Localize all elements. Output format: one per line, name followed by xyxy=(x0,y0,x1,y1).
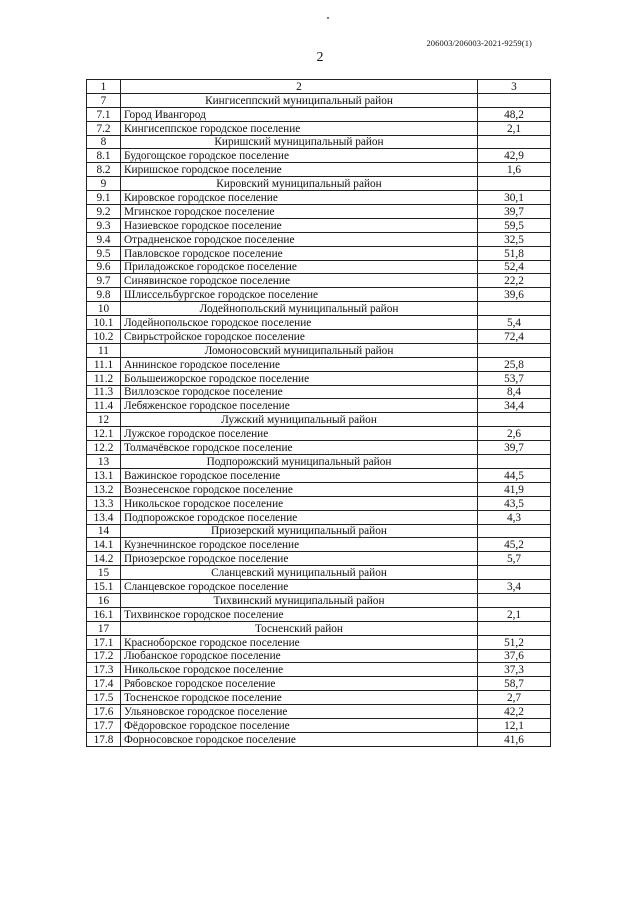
settlement-name: Любанское городское поселение xyxy=(121,649,478,663)
row-value: 2,7 xyxy=(478,691,551,705)
settlement-row xyxy=(87,691,551,705)
settlement-row xyxy=(87,580,551,594)
settlement-row xyxy=(87,538,551,552)
settlement-name: Павловское городское поселение xyxy=(121,246,478,260)
settlement-name: Красноборское городское поселение xyxy=(121,635,478,649)
row-number: 9 xyxy=(87,177,121,191)
settlement-row xyxy=(87,705,551,719)
row-number: 15.1 xyxy=(87,580,121,594)
row-value xyxy=(478,593,551,607)
settlement-name: Будогощское городское поселение xyxy=(121,149,478,163)
district-row xyxy=(87,566,551,580)
settlement-row xyxy=(87,427,551,441)
district-name: Кингисеппский муниципальный район xyxy=(121,93,478,107)
row-number: 13.4 xyxy=(87,510,121,524)
row-number: 13.2 xyxy=(87,482,121,496)
row-value xyxy=(478,524,551,538)
settlement-name: Приладожское городское поселение xyxy=(121,260,478,274)
settlement-row xyxy=(87,552,551,566)
settlement-row xyxy=(87,468,551,482)
settlement-row xyxy=(87,191,551,205)
row-number: 9.2 xyxy=(87,205,121,219)
row-number: 16.1 xyxy=(87,607,121,621)
settlement-name: Ульяновское городское поселение xyxy=(121,705,478,719)
settlement-name: Вознесенское городское поселение xyxy=(121,482,478,496)
settlement-name: Фёдоровское городское поселение xyxy=(121,718,478,732)
row-number: 11 xyxy=(87,343,121,357)
row-value xyxy=(478,135,551,149)
settlement-row xyxy=(87,260,551,274)
row-value: 30,1 xyxy=(478,191,551,205)
row-value xyxy=(478,302,551,316)
row-value: 59,5 xyxy=(478,218,551,232)
row-value: 53,7 xyxy=(478,371,551,385)
settlement-row xyxy=(87,316,551,330)
row-value: 2,1 xyxy=(478,121,551,135)
settlement-name: Синявинское городское поселение xyxy=(121,274,478,288)
row-value: 44,5 xyxy=(478,468,551,482)
row-number: 9.4 xyxy=(87,232,121,246)
district-row xyxy=(87,177,551,191)
row-value: 25,8 xyxy=(478,357,551,371)
settlement-name: Кировское городское поселение xyxy=(121,191,478,205)
scan-speck xyxy=(327,17,329,19)
row-number: 8 xyxy=(87,135,121,149)
district-row xyxy=(87,343,551,357)
row-value: 48,2 xyxy=(478,107,551,121)
row-value: 58,7 xyxy=(478,677,551,691)
district-row xyxy=(87,593,551,607)
row-number: 17 xyxy=(87,621,121,635)
settlement-name: Мгинское городское поселение xyxy=(121,205,478,219)
settlement-row xyxy=(87,663,551,677)
settlement-name: Сланцевское городское поселение xyxy=(121,580,478,594)
settlement-name: Лодейнопольское городское поселение xyxy=(121,316,478,330)
settlement-row xyxy=(87,107,551,121)
district-name: Сланцевский муниципальный район xyxy=(121,566,478,580)
row-value: 45,2 xyxy=(478,538,551,552)
row-number: 17.3 xyxy=(87,663,121,677)
row-number: 14.1 xyxy=(87,538,121,552)
row-number: 7.2 xyxy=(87,121,121,135)
settlement-name: Толмачёвское городское поселение xyxy=(121,441,478,455)
settlement-row xyxy=(87,149,551,163)
row-number: 11.4 xyxy=(87,399,121,413)
row-number: 17.4 xyxy=(87,677,121,691)
row-number: 10.2 xyxy=(87,330,121,344)
settlement-row xyxy=(87,510,551,524)
row-value: 22,2 xyxy=(478,274,551,288)
column-number-2: 2 xyxy=(121,80,478,94)
row-value: 39,7 xyxy=(478,441,551,455)
settlement-name: Назиевское городское поселение xyxy=(121,218,478,232)
row-value xyxy=(478,621,551,635)
row-number: 17.5 xyxy=(87,691,121,705)
settlement-name: Никольское городское поселение xyxy=(121,496,478,510)
settlement-row xyxy=(87,482,551,496)
settlement-name: Кузнечнинское городское поселение xyxy=(121,538,478,552)
district-name: Киришский муниципальный район xyxy=(121,135,478,149)
row-number: 10.1 xyxy=(87,316,121,330)
row-value: 3,4 xyxy=(478,580,551,594)
row-value: 37,6 xyxy=(478,649,551,663)
district-row xyxy=(87,524,551,538)
settlement-row xyxy=(87,357,551,371)
row-value xyxy=(478,455,551,469)
row-number: 16 xyxy=(87,593,121,607)
row-number: 17.1 xyxy=(87,635,121,649)
row-value: 4,3 xyxy=(478,510,551,524)
district-name: Ломоносовский муниципальный район xyxy=(121,343,478,357)
settlement-row xyxy=(87,246,551,260)
row-value: 32,5 xyxy=(478,232,551,246)
row-value: 5,7 xyxy=(478,552,551,566)
row-number: 13 xyxy=(87,455,121,469)
district-name: Тосненский район xyxy=(121,621,478,635)
district-name: Кировский муниципальный район xyxy=(121,177,478,191)
row-number: 10 xyxy=(87,302,121,316)
row-number: 17.2 xyxy=(87,649,121,663)
settlement-name: Важинское городское поселение xyxy=(121,468,478,482)
row-number: 12.2 xyxy=(87,441,121,455)
settlement-name: Тосненское городское поселение xyxy=(121,691,478,705)
settlement-name: Город Ивангород xyxy=(121,107,478,121)
row-number: 7.1 xyxy=(87,107,121,121)
row-value xyxy=(478,93,551,107)
document-id: 206003/206003-2021-9259(1) xyxy=(426,38,532,48)
row-number: 9.5 xyxy=(87,246,121,260)
row-number: 12.1 xyxy=(87,427,121,441)
row-value: 41,9 xyxy=(478,482,551,496)
district-row xyxy=(87,302,551,316)
column-number-3: 3 xyxy=(478,80,551,94)
settlement-name: Свирьстройское городское поселение xyxy=(121,330,478,344)
settlement-row xyxy=(87,607,551,621)
settlement-row xyxy=(87,288,551,302)
district-row xyxy=(87,135,551,149)
row-number: 9.1 xyxy=(87,191,121,205)
row-number: 9.3 xyxy=(87,218,121,232)
settlement-row xyxy=(87,330,551,344)
settlement-row xyxy=(87,635,551,649)
row-value: 34,4 xyxy=(478,399,551,413)
district-row xyxy=(87,455,551,469)
row-value: 52,4 xyxy=(478,260,551,274)
row-number: 7 xyxy=(87,93,121,107)
row-number: 9.7 xyxy=(87,274,121,288)
row-value: 39,7 xyxy=(478,205,551,219)
row-number: 14.2 xyxy=(87,552,121,566)
settlements-table xyxy=(86,79,551,747)
settlement-name: Форносовское городское поселение xyxy=(121,732,478,746)
row-value xyxy=(478,413,551,427)
row-value: 12,1 xyxy=(478,718,551,732)
row-value: 43,5 xyxy=(478,496,551,510)
row-value: 8,4 xyxy=(478,385,551,399)
settlement-row xyxy=(87,121,551,135)
row-value: 42,9 xyxy=(478,149,551,163)
row-value: 42,2 xyxy=(478,705,551,719)
settlement-name: Лужское городское поселение xyxy=(121,427,478,441)
district-name: Подпорожский муниципальный район xyxy=(121,455,478,469)
settlement-row xyxy=(87,205,551,219)
district-row xyxy=(87,621,551,635)
settlement-row xyxy=(87,718,551,732)
row-value: 51,8 xyxy=(478,246,551,260)
row-value: 51,2 xyxy=(478,635,551,649)
settlement-name: Аннинское городское поселение xyxy=(121,357,478,371)
row-number: 14 xyxy=(87,524,121,538)
row-value: 1,6 xyxy=(478,163,551,177)
settlement-name: Киришское городское поселение xyxy=(121,163,478,177)
row-value xyxy=(478,177,551,191)
settlement-name: Никольское городское поселение xyxy=(121,663,478,677)
row-value xyxy=(478,343,551,357)
row-value xyxy=(478,566,551,580)
district-row xyxy=(87,93,551,107)
row-number: 17.8 xyxy=(87,732,121,746)
settlement-name: Рябовское городское поселение xyxy=(121,677,478,691)
settlement-row xyxy=(87,232,551,246)
settlement-row xyxy=(87,677,551,691)
settlement-name: Подпорожское городское поселение xyxy=(121,510,478,524)
settlement-row xyxy=(87,163,551,177)
settlement-row xyxy=(87,399,551,413)
settlement-name: Кингисеппское городское поселение xyxy=(121,121,478,135)
district-name: Приозерский муниципальный район xyxy=(121,524,478,538)
column-number-1: 1 xyxy=(87,80,121,94)
row-number: 9.6 xyxy=(87,260,121,274)
row-value: 2,1 xyxy=(478,607,551,621)
settlement-name: Отрадненское городское поселение xyxy=(121,232,478,246)
settlement-name: Большеижорское городское поселение xyxy=(121,371,478,385)
district-row xyxy=(87,413,551,427)
district-name: Лодейнопольский муниципальный район xyxy=(121,302,478,316)
row-value: 2,6 xyxy=(478,427,551,441)
row-number: 11.2 xyxy=(87,371,121,385)
settlement-name: Лебяженское городское поселение xyxy=(121,399,478,413)
settlement-row xyxy=(87,371,551,385)
row-value: 39,6 xyxy=(478,288,551,302)
row-value: 41,6 xyxy=(478,732,551,746)
row-number: 11.3 xyxy=(87,385,121,399)
page-number: 2 xyxy=(316,50,324,65)
district-name: Тихвинский муниципальный район xyxy=(121,593,478,607)
settlement-row xyxy=(87,441,551,455)
row-number: 12 xyxy=(87,413,121,427)
row-number: 17.6 xyxy=(87,705,121,719)
settlement-row xyxy=(87,649,551,663)
row-number: 9.8 xyxy=(87,288,121,302)
row-value: 37,3 xyxy=(478,663,551,677)
settlement-row xyxy=(87,732,551,746)
row-number: 13.1 xyxy=(87,468,121,482)
settlement-name: Приозерское городское поселение xyxy=(121,552,478,566)
settlement-row xyxy=(87,274,551,288)
row-number: 8.1 xyxy=(87,149,121,163)
settlement-row xyxy=(87,218,551,232)
settlement-row xyxy=(87,496,551,510)
settlement-name: Виллозское городское поселение xyxy=(121,385,478,399)
row-number: 17.7 xyxy=(87,718,121,732)
row-number: 8.2 xyxy=(87,163,121,177)
settlement-name: Тихвинское городское поселение xyxy=(121,607,478,621)
row-value: 72,4 xyxy=(478,330,551,344)
row-number: 15 xyxy=(87,566,121,580)
district-name: Лужский муниципальный район xyxy=(121,413,478,427)
settlement-row xyxy=(87,385,551,399)
row-number: 13.3 xyxy=(87,496,121,510)
row-value: 5,4 xyxy=(478,316,551,330)
column-number-row xyxy=(87,80,551,94)
settlement-name: Шлиссельбургское городское поселение xyxy=(121,288,478,302)
row-number: 11.1 xyxy=(87,357,121,371)
